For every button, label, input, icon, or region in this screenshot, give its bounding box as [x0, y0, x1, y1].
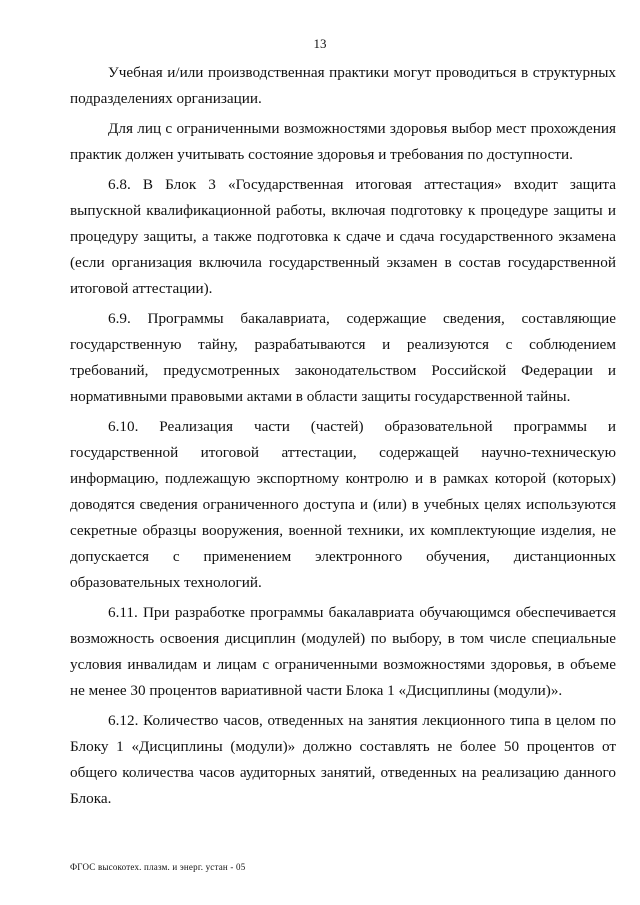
paragraph-6-8: 6.8. В Блок 3 «Государственная итоговая аттестация» входит защита выпускной квалификационной работы, включая подготовку к процедуре защиты и процедуру защиты, а также подготовка к сдаче и сдача государственного экзамена (если организация включила государственный экзамен в состав государственной итоговой аттестации). [70, 176, 616, 297]
document-body [70, 60, 616, 816]
paragraph-6-10: 6.10. Реализация части (частей) образовательной программы и государственной итоговой аттестации, содержащей научно-техническую информацию, подлежащую экспортному контролю и в рамках которой (которых) доводятся сведения ограниченного доступа и (или) в учебных целях используются секретные образцы вооружения, военной техники, их комплектующие изделия, не допускается с применением электронного обучения, дистанционных образовательных технологий. [70, 418, 616, 591]
paragraph-6-12: 6.12. Количество часов, отведенных на занятия лекционного типа в целом по Блоку 1 «Дисциплины (модули)» должно составлять не более 50 процентов от общего количества часов аудиторных занятий, отведенных на реализацию данного Блока. [70, 712, 616, 807]
page-number: 13 [313, 36, 327, 51]
paragraph-6-11: 6.11. При разработке программы бакалавриата обучающимся обеспечивается возможность освоения дисциплин (модулей) по выбору, в том числе специальные условия инвалидам и лицам с ограниченными возможностями здоровья, в объеме не менее 30 процентов вариативной части Блока 1 «Дисциплины (модули)». [70, 604, 616, 699]
paragraph-6-9: 6.9. Программы бакалавриата, содержащие сведения, составляющие государственную тайну, разрабатываются и реализуются с соблюдением требований, предусмотренных законодательством Российской Федерации и нормативными правовыми актами в области защиты государственной тайны. [70, 310, 616, 405]
document-footer: ФГОС высокотех. плазм. и энерг. устан - 05 [70, 862, 246, 872]
paragraph-practice-locations: Учебная и/или производственная практики могут проводиться в структурных подразделениях организации. [70, 64, 616, 107]
paragraph-disability-practice: Для лиц с ограниченными возможностями здоровья выбор мест прохождения практик должен учитывать состояние здоровья и требования по доступности. [70, 120, 616, 163]
